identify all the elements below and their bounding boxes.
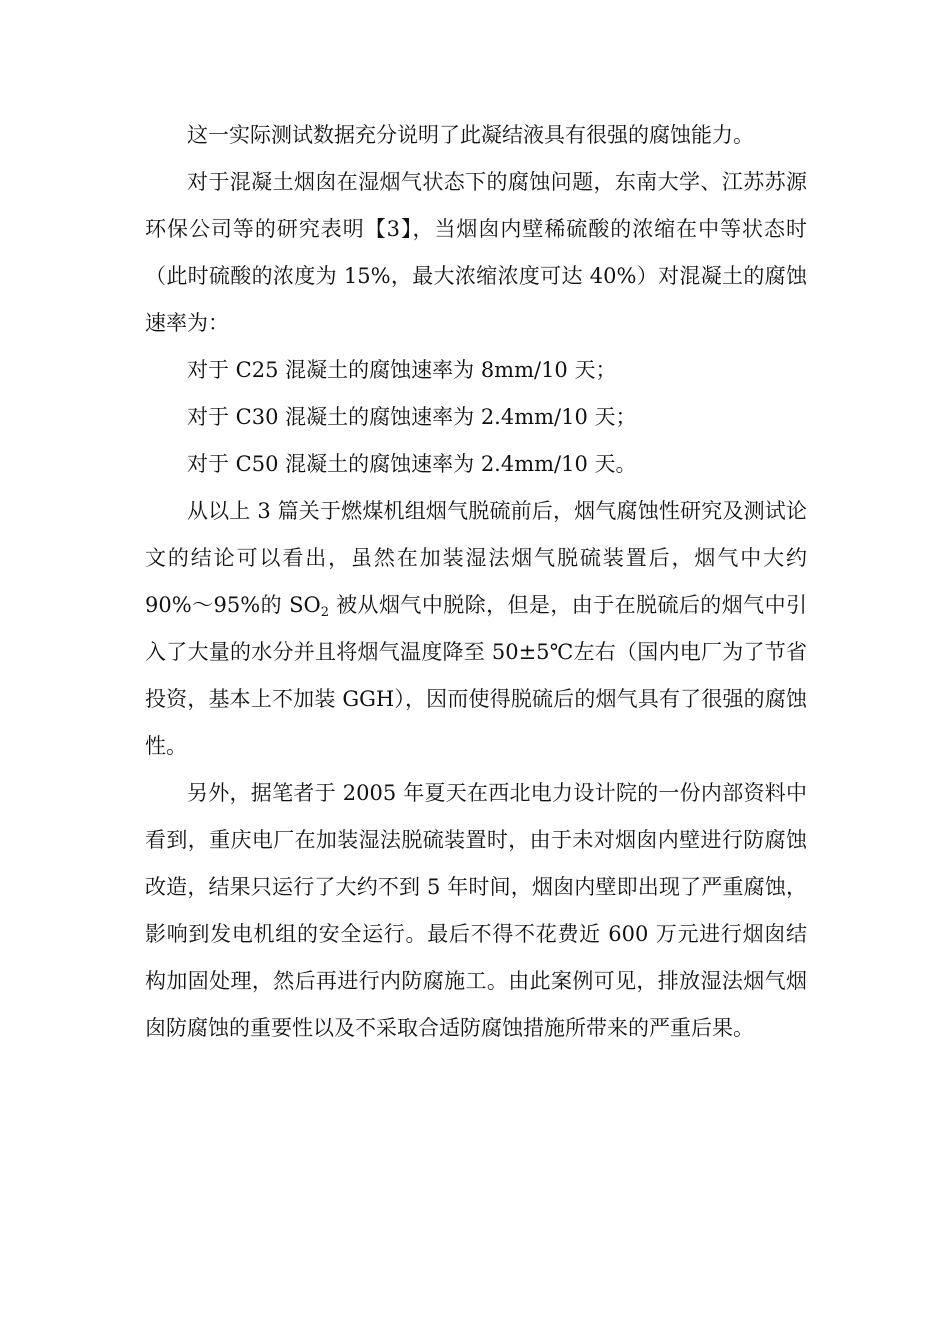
document-body [145,112,807,1052]
paragraph-7: 另外，据笔者于 2005 年夏天在西北电力设计院的一份内部资料中看到，重庆电厂在加装湿法脱硫装置时，由于未对烟囱内壁进行防腐蚀改造，结果只运行了大约不到 5 年时间，烟囱内壁即出现了严重腐蚀，影响到发电机组的安全运行。最后不得不花费近 600 万元进行烟囱结构加固处理，然后再进行内防腐施工。由此案例可见，排放湿法烟气烟囱防腐蚀的重要性以及不采取合适防腐蚀措施所带来的严重后果。 [145,781,807,1040]
paragraph-6-part-2: 被从烟气中脱除，但是，由于在脱硫后的烟气中引入了大量的水分并且将烟气温度降至 50±5℃左右（国内电厂为了节省投资，基本上不加装 GGH），因而使得脱硫后的烟气具有了很强的腐蚀性。 [145,593,807,758]
paragraph-2: 对于混凝土烟囱在湿烟气状态下的腐蚀问题，东南大学、江苏苏源环保公司等的研究表明【3】，当烟囱内壁稀硫酸的浓缩在中等状态时（此时硫酸的浓度为 15%，最大浓缩浓度可达 40%）对混凝土的腐蚀速率为： [145,170,807,335]
so2-subscript: 2 [320,605,330,620]
paragraph-6-part-1: 从以上 3 篇关于燃煤机组烟气脱硫前后，烟气腐蚀性研究及测试论文的结论可以看出，虽然在加装湿法烟气脱硫装置后，烟气中大约 90%～95%的 SO [145,499,807,617]
paragraph-1: 这一实际测试数据充分说明了此凝结液具有很强的腐蚀能力。 [187,123,754,147]
paragraph-4: 对于 C30 混凝土的腐蚀速率为 2.4mm/10 天； [187,405,637,429]
paragraph-6 [145,488,807,770]
paragraph-3: 对于 C25 混凝土的腐蚀速率为 8mm/10 天； [187,358,617,382]
paragraph-5: 对于 C50 混凝土的腐蚀速率为 2.4mm/10 天。 [187,452,637,476]
